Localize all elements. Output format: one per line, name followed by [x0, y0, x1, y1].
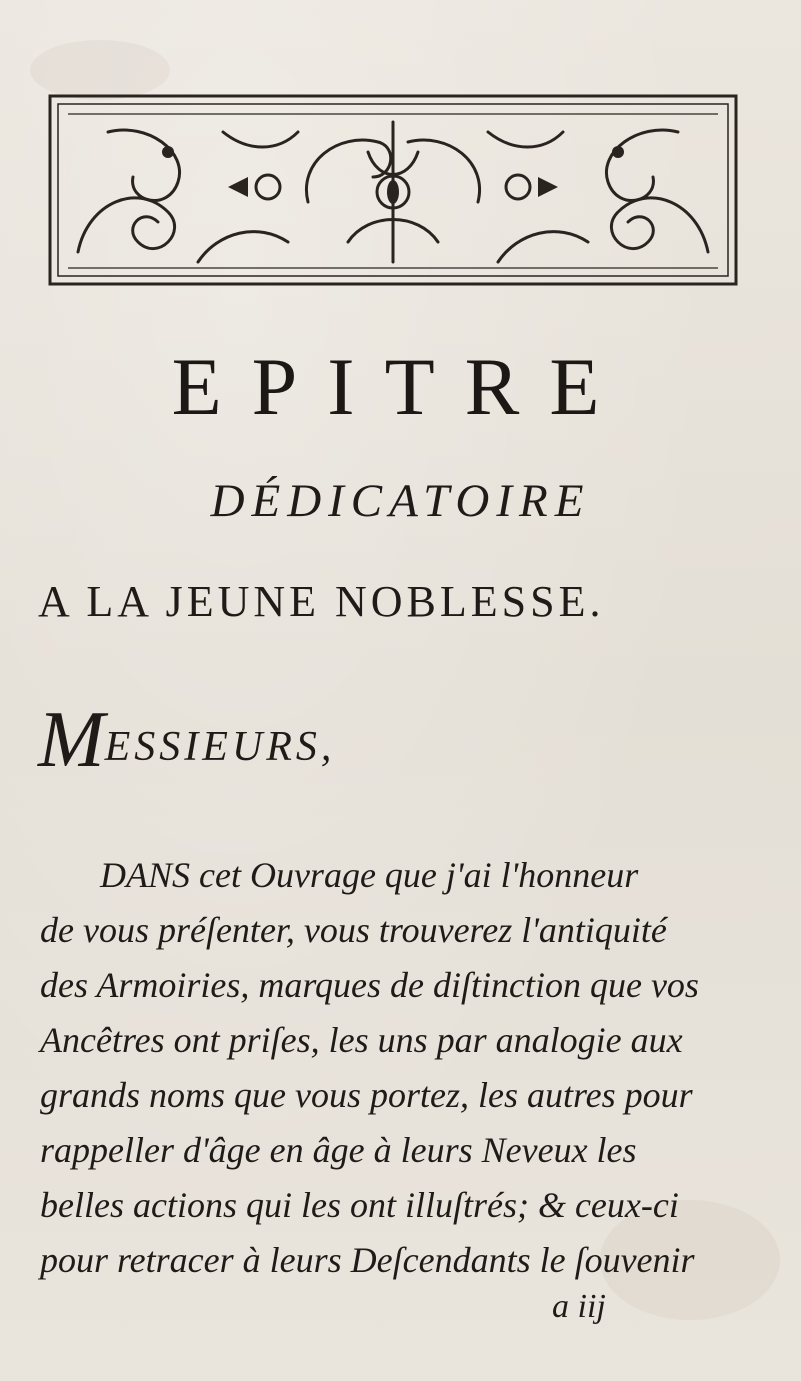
body-line: de vous préſenter, vous trouverez l'antiquité — [40, 910, 667, 950]
signature-mark: a iij — [552, 1288, 606, 1325]
title-sub: DÉDICATOIRE — [210, 475, 591, 527]
body-line: belles actions qui les ont illuſtrés; & ceux-ci — [40, 1185, 679, 1225]
ornamental-headpiece-icon — [48, 92, 738, 288]
salutation-initial: M — [38, 696, 105, 784]
body-line: pour retracer à leurs Deſcendants le ſouvenir — [40, 1240, 695, 1280]
body-line: grands noms que vous portez, les autres pour — [40, 1075, 693, 1115]
body-line: rappeller d'âge en âge à leurs Neveux les — [40, 1130, 637, 1170]
body-text — [40, 848, 780, 1288]
title-dedicatee: A LA JEUNE NOBLESSE. — [38, 577, 605, 626]
salutation — [38, 696, 336, 784]
body-line: DANS cet Ouvrage que j'ai l'honneur — [100, 855, 639, 895]
paper-stain — [30, 40, 170, 100]
body-line: Ancêtres ont priſes, les uns par analogie aux — [40, 1020, 683, 1060]
body-line: des Armoiries, marques de diſtinction que vos — [40, 965, 699, 1005]
title-main: EPITRE — [171, 341, 630, 432]
salutation-rest: ESSIEURS, — [104, 724, 336, 770]
